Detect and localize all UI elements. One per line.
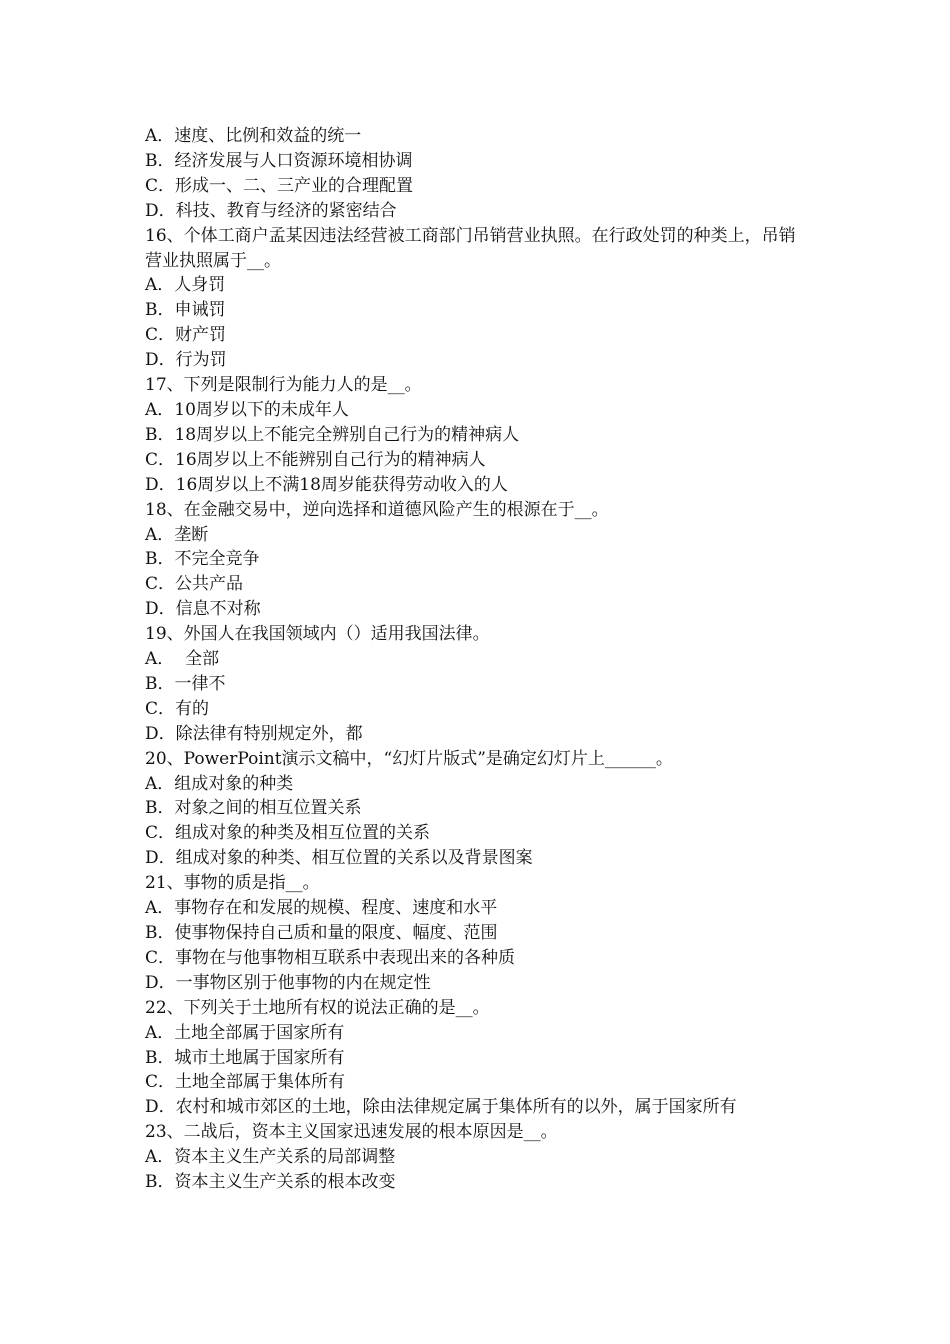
option-line: D．农村和城市郊区的土地，除由法律规定属于集体所有的以外，属于国家所有 — [145, 1097, 737, 1118]
option-line: D．信息不对称 — [145, 599, 261, 620]
option-line: B．资本主义生产关系的根本改变 — [145, 1172, 396, 1193]
option-line: C．财产罚 — [145, 325, 227, 346]
question-line: 22、下列关于土地所有权的说法正确的是__。 — [145, 997, 490, 1018]
option-line: A．10周岁以下的未成年人 — [145, 399, 349, 420]
question-line: 21、事物的质是指__。 — [145, 873, 320, 894]
option-line: C．事物在与他事物相互联系中表现出来的各种质 — [145, 947, 516, 968]
option-line: D．行为罚 — [145, 350, 227, 371]
option-line: A．垄断 — [145, 524, 209, 545]
option-line: A．资本主义生产关系的局部调整 — [145, 1147, 396, 1168]
option-line: B．一律不 — [145, 673, 226, 694]
option-line: D．科技、教育与经济的紧密结合 — [145, 200, 397, 221]
question-line: 19、外国人在我国领域内（）适用我国法律。 — [145, 624, 490, 645]
option-line: D．除法律有特别规定外，都 — [145, 723, 363, 744]
option-line: C．有的 — [145, 698, 210, 719]
option-line: D．组成对象的种类、相互位置的关系以及背景图案 — [145, 848, 533, 869]
option-line: A．事物存在和发展的规模、程度、速度和水平 — [145, 898, 498, 919]
document-body — [145, 124, 810, 1195]
option-line: C．公共产品 — [145, 574, 244, 595]
option-line: B．城市土地属于国家所有 — [145, 1047, 345, 1068]
option-line: C．土地全部属于集体所有 — [145, 1072, 346, 1093]
option-line: A．速度、比例和效益的统一 — [145, 126, 362, 146]
option-line: B．申诫罚 — [145, 300, 226, 321]
option-line: B．18周岁以上不能完全辨别自己行为的精神病人 — [145, 424, 520, 445]
question-line: 23、二战后，资本主义国家迅速发展的根本原因是__。 — [145, 1122, 558, 1143]
option-line: A．人身罚 — [145, 275, 226, 296]
option-line: D．一事物区别于他事物的内在规定性 — [145, 972, 431, 993]
option-line: B．对象之间的相互位置关系 — [145, 798, 362, 819]
option-line: A．土地全部属于国家所有 — [145, 1022, 345, 1043]
option-line: B．不完全竞争 — [145, 549, 260, 570]
question-line: 16、个体工商户孟某因违法经营被工商部门吊销营业执照。在行政处罚的种类上，吊销营业执照属于__。 — [145, 225, 796, 271]
option-line: A．组成对象的种类 — [145, 773, 294, 794]
option-line: C．形成一、二、三产业的合理配置 — [145, 175, 414, 196]
option-line: D．16周岁以上不满18周岁能获得劳动收入的人 — [145, 474, 508, 495]
question-line: 17、下列是限制行为能力人的是__。 — [145, 375, 422, 396]
option-line: B．经济发展与人口资源环境相协调 — [145, 150, 413, 171]
question-line: 18、在金融交易中，逆向选择和道德风险产生的根源在于__。 — [145, 499, 609, 520]
question-line: 20、PowerPoint演示文稿中，“幻灯片版式”是确定幻灯片上______。 — [145, 748, 673, 769]
option-line: B．使事物保持自己质和量的限度、幅度、范围 — [145, 923, 498, 943]
option-line: C．组成对象的种类及相互位置的关系 — [145, 823, 431, 844]
option-line: C．16周岁以上不能辨别自己行为的精神病人 — [145, 449, 486, 470]
option-line: A． 全部 — [145, 649, 220, 670]
